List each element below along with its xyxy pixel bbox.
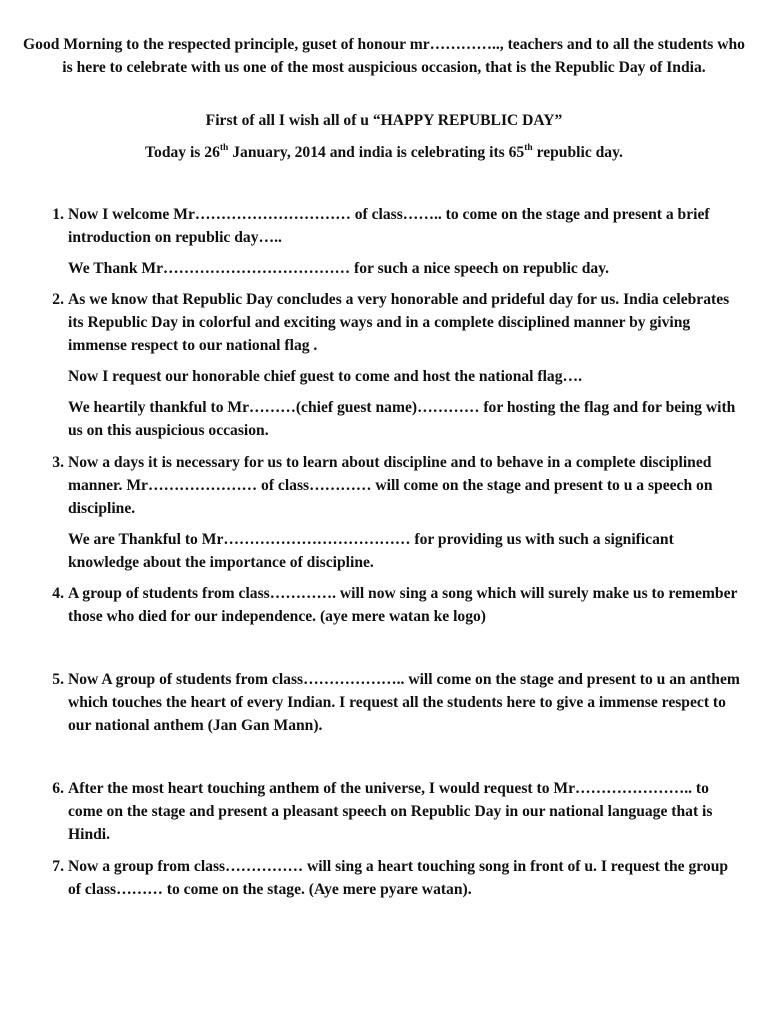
date-text-part-2: January, 2014 and india is celebrating its 65 — [228, 144, 525, 161]
wish-line: First of all I wish all of u “HAPPY REPUBLIC DAY” — [205, 112, 563, 129]
list-item-7 — [40, 855, 740, 901]
greeting-paragraph: Good Morning to the respected principle, guset of honour mr………….., teachers and to all the students who is here to celebrate with us one of the most auspicious occasion, that is the Republic Day of India. — [23, 36, 745, 76]
list-item-5 — [40, 668, 740, 737]
list-paragraph: Now I request our honorable chief guest to come and host the national flag…. — [68, 368, 583, 385]
list-item-2 — [40, 288, 740, 442]
list-paragraph: Now A group of students from class……………….. will come on the stage and present to u an anthem which touches the heart of every Indian. I request all the students here to give a immense respect to our national anthem (Jan Gan Mann). — [68, 671, 740, 734]
list-item-6 — [40, 777, 740, 846]
date-superscript-1: th — [219, 142, 229, 153]
list-paragraph: Now I welcome Mr………………………… of class…….. to come on the stage and present a brief introduction on republic day….. — [68, 206, 710, 246]
list-paragraph: We are Thankful to Mr……………………………… for providing us with such a significant knowledge about the importance of discipline. — [68, 531, 674, 571]
list-number: 7. — [52, 858, 64, 875]
list-item-1 — [40, 203, 740, 280]
list-number: 1. — [52, 206, 64, 223]
list-paragraph: We heartily thankful to Mr………(chief guest name)………… for hosting the flag and for being with us on this auspicious occasion. — [68, 399, 736, 439]
list-item-3 — [40, 451, 740, 574]
date-text-part-1: Today is 26 — [145, 144, 220, 161]
list-number: 6. — [52, 780, 64, 797]
list-item-4 — [40, 582, 740, 628]
list-number: 2. — [52, 291, 64, 308]
list-paragraph: A group of students from class…………. will now sing a song which will surely make us to remember those who died for our independence. (aye mere watan ke logo) — [68, 585, 738, 625]
date-superscript-2: th — [524, 142, 533, 153]
list-paragraph: Now a group from class…………… will sing a heart touching song in front of u. I request the group of class……… to come on the stage. (Aye mere pyare watan). — [68, 858, 729, 898]
list-paragraph: We Thank Mr……………………………… for such a nice speech on republic day. — [68, 260, 610, 277]
list-paragraph: After the most heart touching anthem of the universe, I would request to Mr………………….. to come on the stage and present a pleasant speech on Republic Day in our national language that is Hindi. — [68, 780, 713, 843]
list-number: 5. — [52, 671, 64, 688]
date-text-part-3: republic day. — [532, 144, 623, 161]
list-number: 3. — [52, 454, 64, 471]
list-paragraph: As we know that Republic Day concludes a very honorable and prideful day for us. India celebrates its Republic Day in colorful and exciting ways and in a complete disciplined manner by giving immense respect to our national flag . — [68, 291, 730, 354]
list-number: 4. — [52, 585, 64, 602]
list-paragraph: Now a days it is necessary for us to learn about discipline and to behave in a complete disciplined manner. Mr………………… of class………… will come on the stage and present to u a speech on discipline. — [68, 454, 713, 517]
date-line — [22, 142, 746, 164]
